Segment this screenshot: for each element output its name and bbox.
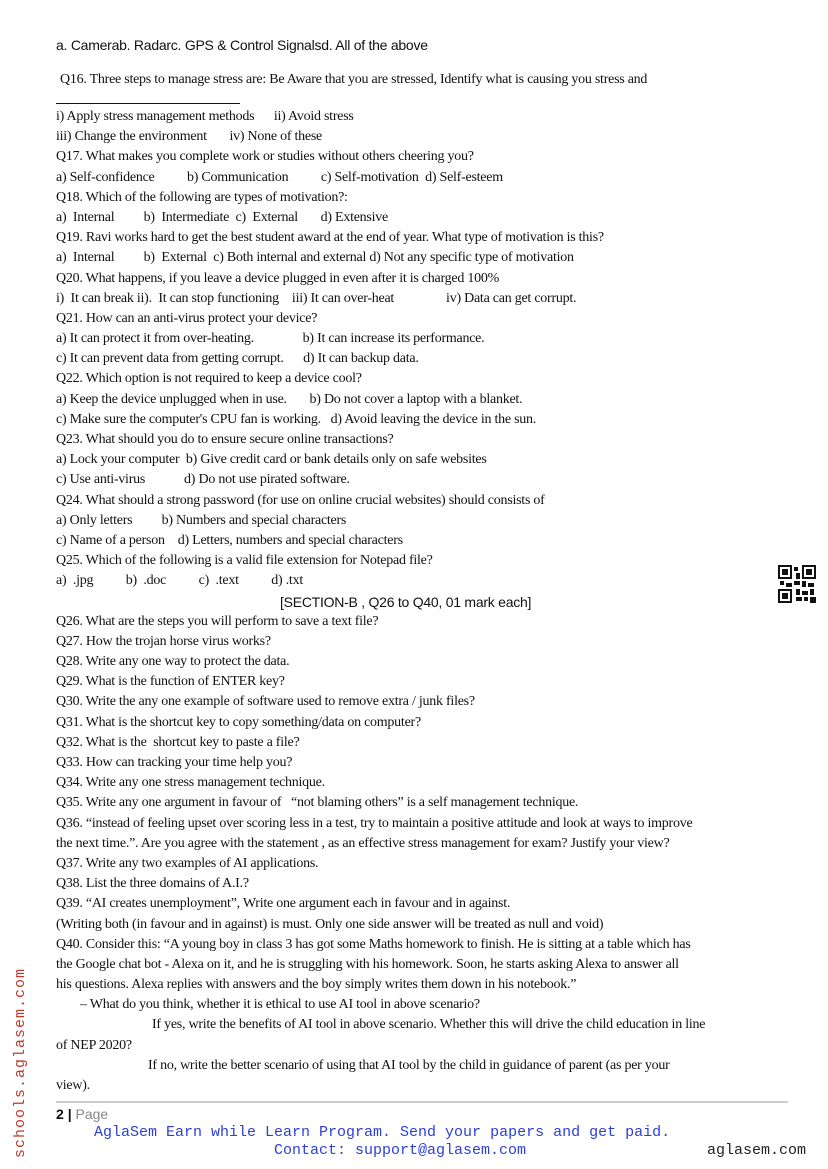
qr-code — [778, 565, 816, 603]
text-line: Q35. Write any one argument in favour of “not blaming others” is a self management technique. — [56, 795, 579, 811]
page-number: 2 | Page — [56, 1106, 109, 1122]
text-line: Q33. How can tracking your time help you? — [56, 755, 293, 770]
text-line: the Google chat bot - Alexa on it, and he is struggling with his homework. Soon, he starts asking Alexa to answer all — [56, 956, 679, 972]
text-line: a) Internal b) External c) Both internal and external d) Not any specific type of motivation — [56, 250, 574, 266]
text-line: – What do you think, whether it is ethical to use AI tool in above scenario? — [80, 997, 480, 1013]
text-line: a) It can protect it from over-heating. b) It can increase its performance. — [56, 331, 485, 347]
section-heading: [SECTION-B , Q26 to Q40, 01 mark each] — [280, 593, 532, 610]
text-line: his questions. Alexa replies with answers and the boy simply writes them down in his notebook.” — [56, 977, 577, 993]
text-line: Q25. Which of the following is a valid file extension for Notepad file? — [56, 553, 433, 569]
text-line: (Writing both (in favour and in against) is must. Only one side answer will be treated as null and void) — [56, 916, 604, 932]
promo-line: AglaSem Earn while Learn Program. Send your papers and get paid. — [94, 1124, 671, 1141]
page-num: 2 — [56, 1106, 64, 1122]
text-line: Q37. Write any two examples of AI applications. — [56, 855, 319, 871]
text-line: a) Keep the device unplugged when in use. b) Do not cover a laptop with a blanket. — [56, 391, 523, 407]
site-link[interactable]: aglasem.com — [707, 1142, 807, 1159]
text-line: c) Make sure the computer's CPU fan is working. d) Avoid leaving the device in the sun. — [56, 411, 537, 427]
text-line: a) Lock your computer b) Give credit card or bank details only on safe websites — [56, 452, 487, 468]
text-line: Q19. Ravi works hard to get the best student award at the end of year. What type of motivation is this? — [56, 230, 604, 246]
text-line: a) Internal b) Intermediate c) External d) Extensive — [56, 209, 388, 225]
text-line: Q28. Write any one way to protect the data. — [56, 654, 290, 670]
text-line: If yes, write the benefits of AI tool in above scenario. Whether this will drive the child education in line — [152, 1017, 706, 1033]
footer-divider — [56, 1101, 788, 1103]
text-line: Q27. How the trojan horse virus works? — [56, 633, 271, 649]
previous-question-options: a. Camerab. Radarc. GPS & Control Signalsd. All of the above — [56, 37, 428, 53]
text-line: a) Self-confidence b) Communication c) Self-motivation d) Self-esteem — [56, 169, 503, 185]
text-line: Q20. What happens, if you leave a device plugged in even after it is charged 100% — [56, 270, 500, 286]
text-line: Q18. Which of the following are types of motivation?: — [56, 189, 348, 205]
text-line: i) It can break ii). It can stop functioning iii) It can over-heat iv) Data can get corrupt. — [56, 290, 577, 306]
text-line: Q24. What should a strong password (for use on online crucial websites) should consists of — [56, 492, 545, 508]
text-line: of NEP 2020? — [56, 1037, 132, 1053]
contact-line[interactable]: Contact: support@aglasem.com — [274, 1142, 527, 1159]
page-label: Page — [75, 1106, 109, 1122]
text-line: Q21. How can an anti-virus protect your device? — [56, 310, 318, 326]
text-line: Q34. Write any one stress management technique. — [56, 775, 325, 791]
text-line: Q23. What should you do to ensure secure online transactions? — [56, 432, 394, 447]
text-line: Q38. List the three domains of A.I.? — [56, 876, 249, 892]
question-16: Q16. Three steps to manage stress are: Be Aware that you are stressed, Identify what is causing you stress and — [60, 72, 648, 87]
text-line: Q29. What is the function of ENTER key? — [56, 674, 285, 690]
text-line: Q30. Write the any one example of software used to remove extra / junk files? — [56, 694, 475, 710]
text-line: Q36. “instead of feeling upset over scoring less in a test, try to maintain a positive attitude and look at ways to improve — [56, 815, 693, 831]
text-line: If no, write the better scenario of using that AI tool by the child in guidance of parent (as per your — [148, 1057, 670, 1073]
text-line: Q31. What is the shortcut key to copy something/data on computer? — [56, 714, 421, 730]
text-line: Q40. Consider this: “A young boy in class 3 has got some Maths homework to finish. He is sitting at a table which has — [56, 936, 691, 952]
question-list — [56, 107, 796, 1096]
fill-in-blank-line — [56, 103, 240, 104]
text-line: c) Name of a person d) Letters, numbers and special characters — [56, 532, 403, 548]
text-line: Q39. “AI creates unemployment”, Write one argument each in favour and in against. — [56, 896, 511, 912]
text-line: c) Use anti-virus d) Do not use pirated software. — [56, 472, 350, 488]
text-line: iii) Change the environment iv) None of these — [56, 129, 323, 145]
text-line: Q17. What makes you complete work or studies without others cheering you? — [56, 149, 474, 165]
text-line: Q22. Which option is not required to keep a device cool? — [56, 371, 362, 387]
text-line: view). — [56, 1078, 90, 1093]
text-line: Q32. What is the shortcut key to paste a file? — [56, 734, 300, 750]
text-line: Q26. What are the steps you will perform to save a text file? — [56, 613, 379, 629]
watermark: schools.aglasem.com — [12, 967, 29, 1158]
text-line: the next time.”. Are you agree with the statement , as an effective stress management for exam? Justify your view? — [56, 835, 670, 851]
text-line: a) Only letters b) Numbers and special characters — [56, 512, 347, 528]
text-line: a) .jpg b) .doc c) .text d) .txt — [56, 573, 303, 589]
text-line: c) It can prevent data from getting corrupt. d) It can backup data. — [56, 351, 419, 367]
text-line: i) Apply stress management methods ii) Avoid stress — [56, 109, 354, 124]
